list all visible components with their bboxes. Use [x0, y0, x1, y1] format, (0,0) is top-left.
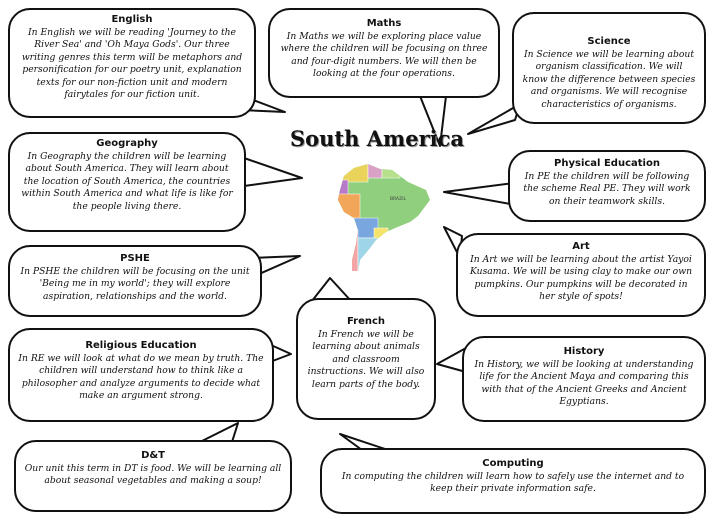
computing-bubble [320, 448, 706, 514]
pe-tail [444, 183, 516, 205]
geography-title: Geography [96, 138, 158, 149]
page-title: South America [289, 126, 465, 151]
science-body: In Science we will be learning about organism classification. We will know the difference between species and organisms. We will recognise characteristics of organisms. [522, 49, 696, 110]
pe-body: In PE the children will be following the scheme Real PE. They will work on their teamwork skills. [523, 171, 691, 207]
pe-title: Physical Education [554, 158, 660, 169]
dt-title: D&T [141, 450, 165, 461]
art-title: Art [572, 241, 590, 252]
french-title: French [346, 316, 386, 327]
pshe-title: PSHE [120, 253, 150, 264]
french-body: In French we will be learning about animals and classroom instructions. We will also learn parts of the body. [307, 329, 425, 390]
maths-body: In Maths we will be exploring place value where the children will be focusing on three and four-digit numbers. We will then be looking at the four operations. [280, 31, 488, 80]
maths-bubble [268, 8, 500, 98]
history-body: In History, we will be looking at understanding life for the Ancient Maya and comparing this with that of the Ancient Greeks and Ancient Egyptians. [474, 359, 694, 408]
history-bubble [462, 336, 706, 422]
pshe-bubble [8, 245, 262, 317]
english-body: In English we will be reading 'Journey to the River Sea' and 'Oh Maya Gods'. Our three writing genres this term will be metaphors and personification for our poetry unit, explanation texts for our non-fiction unit and modern fairytales for our fiction unit. [21, 27, 243, 101]
re-bubble [8, 328, 274, 422]
geography-bubble [8, 132, 246, 232]
dt-bubble [14, 440, 292, 512]
south-america-map [330, 160, 440, 272]
map-label-brazil: BRAZIL [390, 197, 407, 202]
maths-title: Maths [366, 18, 402, 29]
history-title: History [563, 346, 605, 357]
english-bubble [8, 8, 256, 118]
art-bubble [456, 233, 706, 317]
pshe-body: In PSHE the children will be focusing on the unit 'Being me in my world'; they will explore aspiration, relationships and the world. [20, 266, 250, 302]
pe-bubble [508, 150, 706, 222]
geography-body: In Geography the children will be learning about South America. They will learn about the location of South America, the countries within South America and what life is like for the people living there. [21, 151, 233, 212]
geography-tail [244, 158, 302, 186]
computing-body: In computing the children will learn how to safely use the internet and to keep their private information safe. [341, 471, 685, 495]
computing-title: Computing [482, 458, 544, 469]
re-body: In RE we will look at what do we mean by truth. The children will understand how to think like a philosopher and analyze arguments to decide what make an argument strong. [18, 353, 264, 402]
science-title: Science [587, 36, 631, 47]
english-title: English [111, 14, 153, 25]
french-bubble [296, 298, 436, 420]
re-title: Religious Education [85, 340, 197, 351]
art-body: In Art we will be learning about the artist Yayoi Kusama. We will be using clay to make our own pumpkins. Our pumpkins will be decorated in her style of spots! [470, 254, 692, 303]
science-bubble [512, 12, 706, 124]
dt-body: Our unit this term in DT is food. We will be learning all about seasonal vegetables and making a soup! [24, 463, 282, 487]
